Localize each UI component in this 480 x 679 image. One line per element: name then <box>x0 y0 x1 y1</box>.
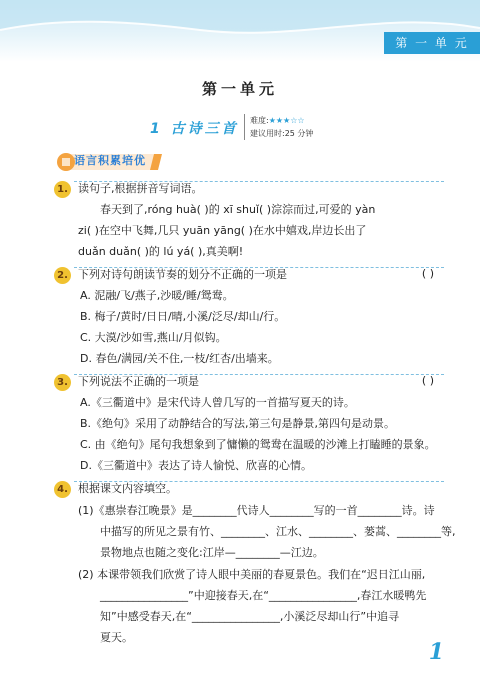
difficulty-stars: ★★★☆☆ <box>268 116 305 125</box>
q1-line-1: 春天到了,róng huà( )的 xī shuǐ( )淙淙而过,可爱的 yàn <box>100 203 376 216</box>
question-prompt: 根据课文内容填空。 <box>78 482 177 495</box>
q4-part2-line-1: (2) 本课带领我们欣赏了诗人眼中美丽的春夏景色。我们在“迟日江山丽, <box>78 568 426 581</box>
q4-part1-line-3: 景物地点也随之变化:江岸—________—江边。 <box>100 546 324 559</box>
answer-paren: ( ) <box>421 374 434 387</box>
question-number: 3. <box>54 374 71 391</box>
answer-paren: ( ) <box>421 267 434 280</box>
q4-part1-line-1: (1)《惠崇春江晚景》是________代诗人________写的一首________诗。诗 <box>78 504 435 517</box>
lesson-title: 1 古诗三首 <box>150 121 239 137</box>
option-d: D. 春色/满园/关不住,一枝/红杏/出墙来。 <box>80 352 279 365</box>
option-c: C. 由《绝句》尾句我想象到了慵懒的鸳鸯在温暖的沙滩上打瞌睡的景象。 <box>80 438 436 451</box>
page-number: 1 <box>428 639 444 665</box>
question-number: 2. <box>54 267 71 284</box>
section-label: 语言积累培优 <box>74 154 146 167</box>
option-d: D.《三衢道中》表达了诗人愉悦、欣喜的心情。 <box>80 459 312 472</box>
q1-line-3: duǎn duǎn( )的 lú yá( ),真美啊! <box>78 245 244 258</box>
option-a: A.《三衢道中》是宋代诗人曾几写的一首描写夏天的诗。 <box>80 396 355 409</box>
question-prompt: 读句子,根据拼音写词语。 <box>78 182 203 195</box>
option-a: A. 泥融/飞/燕子,沙暖/睡/鸳鸯。 <box>80 289 234 302</box>
option-b: B. 梅子/黄时/日日/晴,小溪/泛尽/却山/行。 <box>80 310 286 323</box>
option-b: B.《绝句》采用了动静结合的写法,第三句是静景,第四句是动景。 <box>80 417 396 430</box>
q4-part2-line-4: 夏天。 <box>100 631 133 644</box>
unit-tab: 第 一 单 元 <box>384 32 480 54</box>
lesson-meta <box>250 114 313 140</box>
suggested-time: 建议用时:25 分钟 <box>250 129 314 138</box>
question-prompt: 下列说法不正确的一项是 <box>78 375 199 388</box>
q4-part2-line-3: 知”中感受春天,在“________________,小溪泛尽却山行”中追寻 <box>100 610 400 623</box>
difficulty-label: 难度: <box>250 116 269 125</box>
unit-title: 第一单元 <box>201 80 278 98</box>
option-c: C. 大漠/沙如雪,燕山/月似钩。 <box>80 331 227 344</box>
question-prompt: 下列对诗句朗读节奏的划分不正确的一项是 <box>78 268 287 281</box>
lesson-divider <box>244 114 245 140</box>
question-number: 1. <box>54 181 71 198</box>
q1-line-2: zi( )在空中飞舞,几只 yuān yāng( )在水中嬉戏,岸边长出了 <box>78 224 367 237</box>
question-number: 4. <box>54 481 71 498</box>
q4-part2-line-2: ________________”中迎接春天,在“________________,春江水暖鸭先 <box>100 589 427 602</box>
q4-part1-line-2: 中描写的所见之景有竹、________、江水、________、蒌蒿、________等, <box>100 525 456 538</box>
